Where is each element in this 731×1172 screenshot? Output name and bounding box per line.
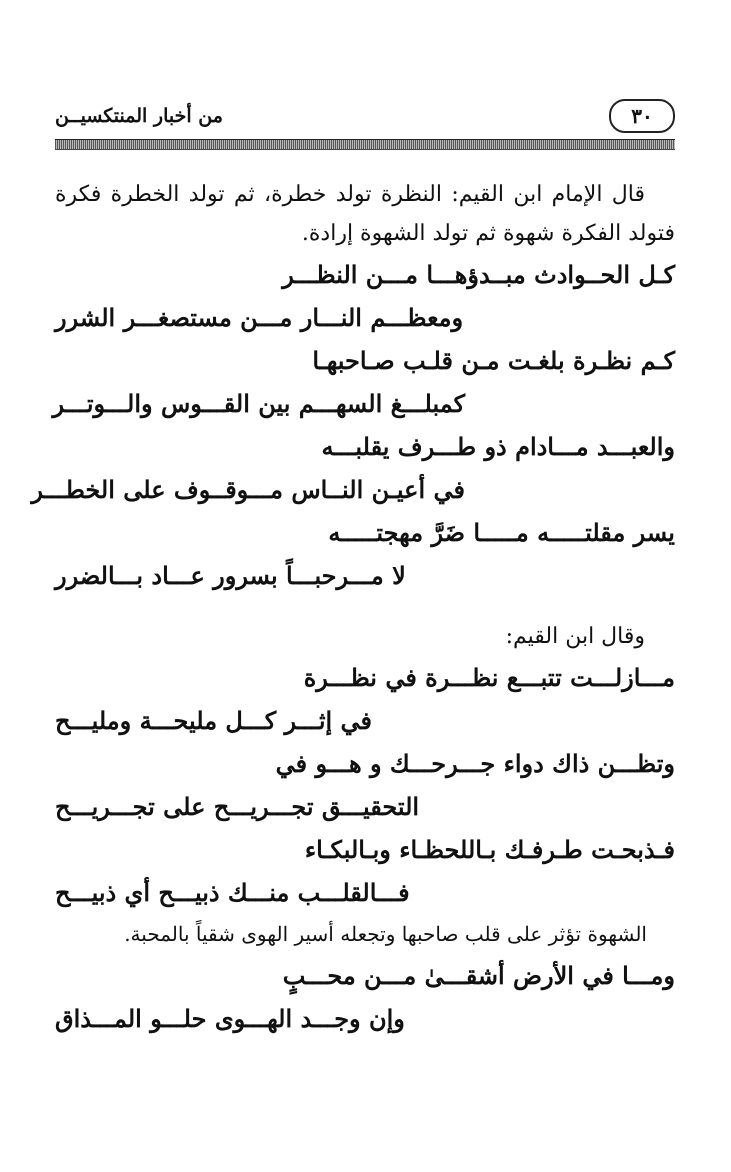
verse-line: والعبـــد مـــادام ذو طـــرف يقلبـــه xyxy=(321,432,675,461)
prose-line: فتولد الفكرة شهوة ثم تولد الشهوة إرادة. xyxy=(301,221,675,246)
verse-line: وتظـــن ذاك دواء جـــرحـــك و هـــو في xyxy=(275,749,675,778)
prose-line: قال الإمام ابن القيم: النظرة تولد خطرة، ثم تولد الخطرة فكرة xyxy=(55,182,645,207)
verse-line: مـــازلـــت تتبـــع نظـــرة في نظـــرة xyxy=(303,663,675,692)
spacer xyxy=(55,597,675,617)
verse-line: ومـــا في الأرض أشقـــىٰ مـــن محـــبٍ xyxy=(282,961,675,990)
verse-line: كمبلـــغ السهـــم بين القـــوس والـــوتـــر xyxy=(52,389,465,418)
verse-line: يسر مقلتـــــه مـــــا ضَرَّ مهجتـــــه xyxy=(328,518,675,547)
page-header xyxy=(55,95,675,141)
prose-intro: وقال ابن القيم: xyxy=(505,624,645,649)
page-number: ٣٠ xyxy=(609,99,675,133)
verse-line: فـذبحـت طـرفـك بـاللحظـاء وبـالبكـاء xyxy=(304,835,675,864)
prose-paragraph xyxy=(55,175,675,253)
verse-line: ومعظـــم النـــار مـــن مستصغـــر الشرر xyxy=(55,303,464,332)
page-content xyxy=(31,175,675,1040)
verse-line: لا مـــرحبـــاً بسرور عـــاد بـــالضرر xyxy=(55,561,406,590)
verse-line: في أعيـن النــاس مـــوقــوف على الخطـــر xyxy=(31,475,465,504)
prose-paragraph: الشهوة تؤثر على قلب صاحبها وتجعله أسير الهوى شقياً بالمحبة. xyxy=(124,922,647,946)
verse-line: فـــالقلـــب منـــك ذبيـــح أي ذبيـــح xyxy=(55,878,410,907)
verse-line: في إثـــر كـــل مليحـــة ومليـــح xyxy=(55,706,372,735)
verse-line: كـل الحــوادث مبــدؤهـــا مـــن النظـــر xyxy=(282,260,675,289)
verse-line: كـم نظـرة بلغـت مـن قلـب صـاحبهـا xyxy=(312,346,675,375)
verse-line: وإن وجـــد الهـــوى حلـــو المـــذاق xyxy=(55,1004,405,1033)
header-rule xyxy=(55,139,675,150)
running-title: من أخبار المنتكسيــن xyxy=(55,105,223,127)
verse-line: التحقيـــق تجـــريـــح على تجـــريـــح xyxy=(55,792,420,821)
